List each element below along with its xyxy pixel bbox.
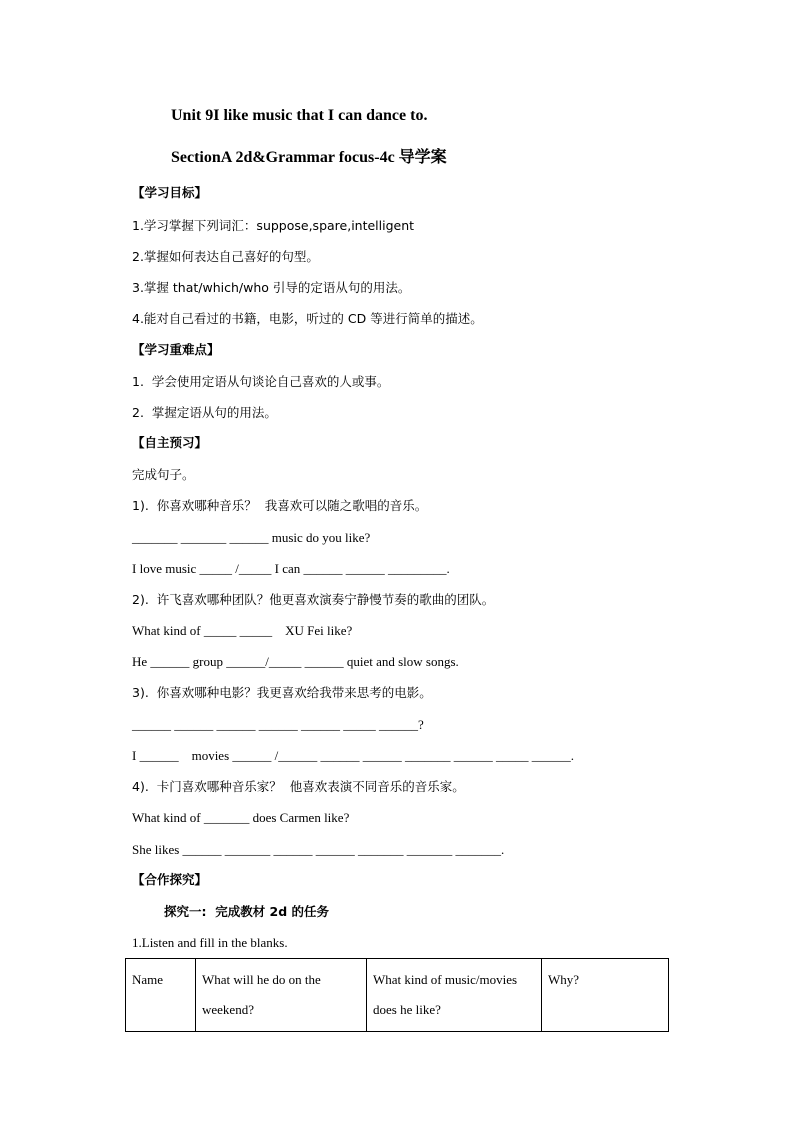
- cooperate-heading: 【合作探究】: [132, 872, 208, 887]
- section-title: SectionA 2d&Grammar focus-4c 导学案: [171, 149, 447, 166]
- table-header-kind: What kind of music/movies does he like?: [367, 959, 542, 1032]
- preview-intro: 完成句子。: [132, 467, 195, 482]
- preview-question: 4). 卡门喜欢哪种音乐家？ 他喜欢表演不同音乐的音乐家。: [132, 779, 465, 794]
- key-point-item: 2. 掌握定语从句的用法。: [132, 405, 277, 420]
- fill-blank-line: She likes ______ _______ ______ ______ _______ _______ _______.: [132, 842, 505, 857]
- preview-question: 1). 你喜欢哪种音乐？ 我喜欢可以随之歌唱的音乐。: [132, 498, 428, 513]
- key-point-item: 1. 学会使用定语从句谈论自己喜欢的人或事。: [132, 374, 390, 389]
- unit-title: Unit 9I like music that I can dance to.: [171, 107, 428, 124]
- preview-question: 3). 你喜欢哪种电影？我更喜欢给我带来思考的电影。: [132, 685, 432, 700]
- fill-blank-line: I love music _____ /_____ I can ______ ______ _________.: [132, 561, 450, 576]
- goal-item: 3.掌握 that/which/who 引导的定语从句的用法。: [132, 280, 411, 295]
- key-points-heading: 【学习重难点】: [132, 342, 220, 357]
- fill-blank-line: He ______ group ______/_____ ______ quiet and slow songs.: [132, 654, 459, 669]
- fill-blank-line: What kind of _____ _____ XU Fei like?: [132, 623, 353, 638]
- fill-blank-line: ______ ______ ______ ______ ______ _____ ______?: [132, 717, 424, 732]
- table-header-why: Why?: [542, 959, 669, 1032]
- fill-blank-line: I ______ movies ______ /______ ______ ______ _______ ______ _____ ______.: [132, 748, 574, 763]
- goals-heading: 【学习目标】: [132, 185, 208, 200]
- explore-title: 探究一: 完成教材 2d 的任务: [164, 904, 330, 919]
- listen-instruction: 1.Listen and fill in the blanks.: [132, 935, 288, 950]
- goal-item: 1.学习掌握下列词汇：suppose,spare,intelligent: [132, 218, 415, 233]
- listening-table: [125, 958, 669, 1032]
- goal-item: 4.能对自己看过的书籍，电影，听过的 CD 等进行简单的描述。: [132, 311, 483, 326]
- goal-item: 2.掌握如何表达自己喜好的句型。: [132, 249, 319, 264]
- preview-heading: 【自主预习】: [132, 435, 208, 450]
- table-header-weekend: What will he do on the weekend?: [196, 959, 367, 1032]
- table-row: [126, 959, 669, 1032]
- fill-blank-line: What kind of _______ does Carmen like?: [132, 810, 350, 825]
- preview-question: 2). 许飞喜欢哪种团队？他更喜欢演奏宁静慢节奏的歌曲的团队。: [132, 592, 495, 607]
- table-header-name: Name: [126, 959, 196, 1032]
- fill-blank-line: _______ _______ ______ music do you like?: [132, 530, 371, 545]
